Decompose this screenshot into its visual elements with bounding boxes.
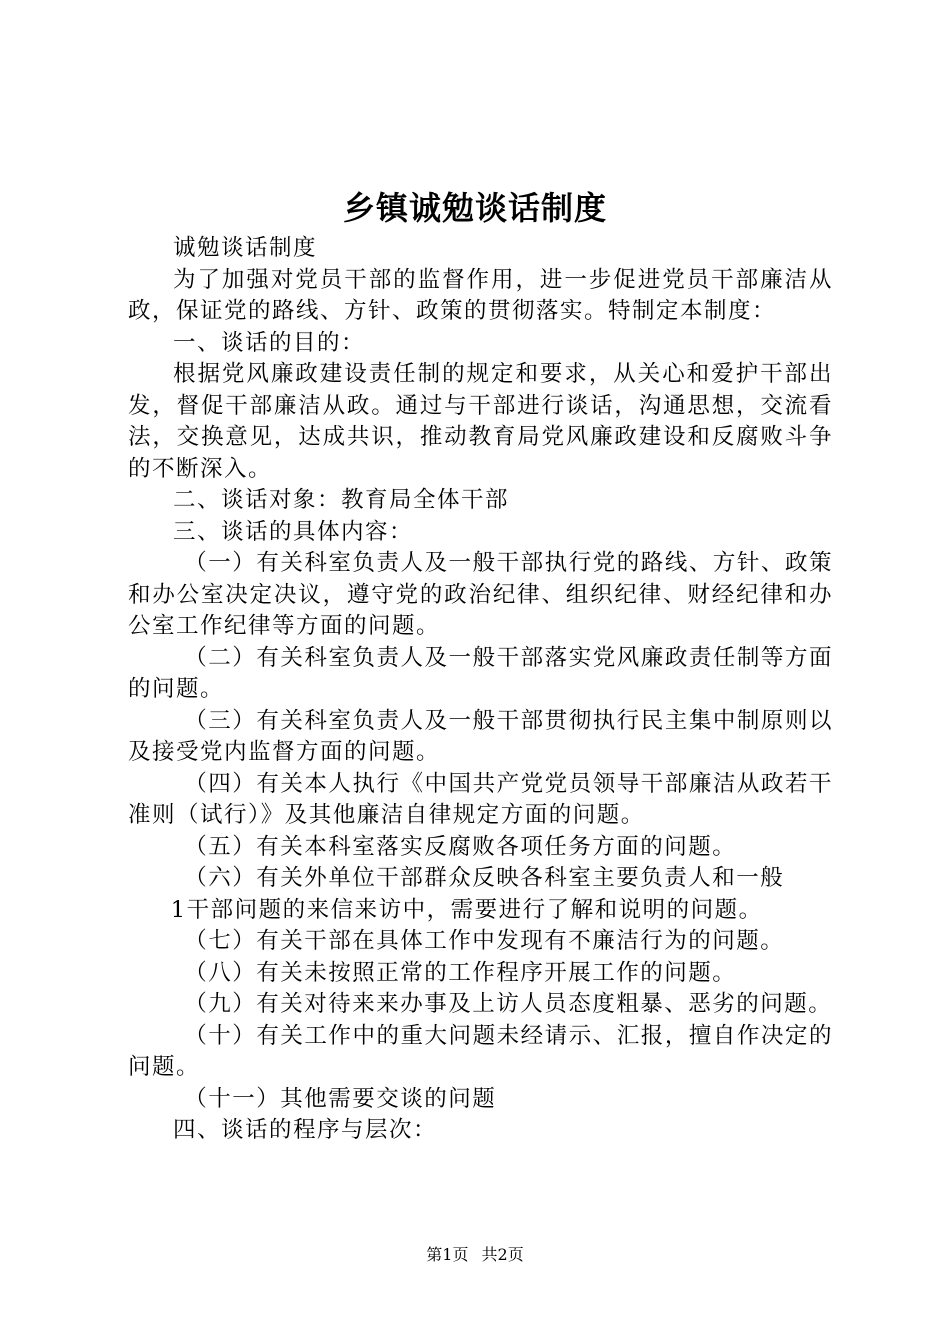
paragraph-preamble: 为了加强对党员干部的监督作用，进一步促进党员干部廉洁从政，保证党的路线、方针、政策的贯彻落实。特制定本制度：	[128, 266, 833, 324]
content-item-6-continued: 1干部问题的来信来访中，需要进行了解和说明的问题。	[170, 896, 763, 923]
document-body	[128, 233, 833, 1147]
document-title: 乡镇诚勉谈话制度	[342, 189, 607, 227]
heading-procedure: 四、谈话的程序与层次：	[173, 1117, 438, 1143]
content-item-6: （六）有关外单位干部群众反映各科室主要负责人和一般	[184, 865, 785, 891]
content-item-3: （三）有关科室负责人及一般干部贯彻执行民主集中制原则以及接受党内监督方面的问题。	[128, 707, 833, 765]
heading-purpose: 一、谈话的目的：	[173, 329, 366, 356]
content-item-1: （一）有关科室负责人及一般干部执行党的路线、方针、政策和办公室决定决议，遵守党的政治纪律、组织纪律、财经纪律和办公室工作纪律等方面的问题。	[128, 550, 833, 639]
content-item-5: （五）有关本科室落实反腐败各项任务方面的问题。	[184, 833, 737, 860]
content-item-9: （九）有关对待来来办事及上访人员态度粗暴、恶劣的问题。	[184, 991, 833, 1017]
paragraph-purpose: 根据党风廉政建设责任制的规定和要求，从关心和爱护干部出发，督促干部廉洁从政。通过与干部进行谈话，沟通思想，交流看法，交换意见，达成共识，推动教育局党风廉政建设和反腐败斗争的不断深入。	[128, 361, 833, 482]
content-item-7: （七）有关干部在具体工作中发现有不廉洁行为的问题。	[184, 928, 785, 954]
heading-targets: 二、谈话对象：教育局全体干部	[173, 487, 510, 513]
paragraph-subtitle: 诚勉谈话制度	[173, 235, 318, 261]
content-item-2: （二）有关科室负责人及一般干部落实党风廉政责任制等方面的问题。	[128, 644, 833, 702]
content-item-4: （四）有关本人执行《中国共产党党员领导干部廉洁从政若干准则（试行）》及其他廉洁自律规定方面的问题。	[128, 770, 833, 828]
content-item-11: （十一）其他需要交谈的问题	[184, 1085, 497, 1112]
content-item-10: （十）有关工作中的重大问题未经请示、汇报，擅自作决定的问题。	[128, 1022, 833, 1080]
page-footer: 第1页 共2页	[426, 1245, 524, 1264]
content-item-8: （八）有关未按照正常的工作程序开展工作的问题。	[184, 959, 737, 986]
heading-content: 三、谈话的具体内容：	[173, 518, 414, 545]
